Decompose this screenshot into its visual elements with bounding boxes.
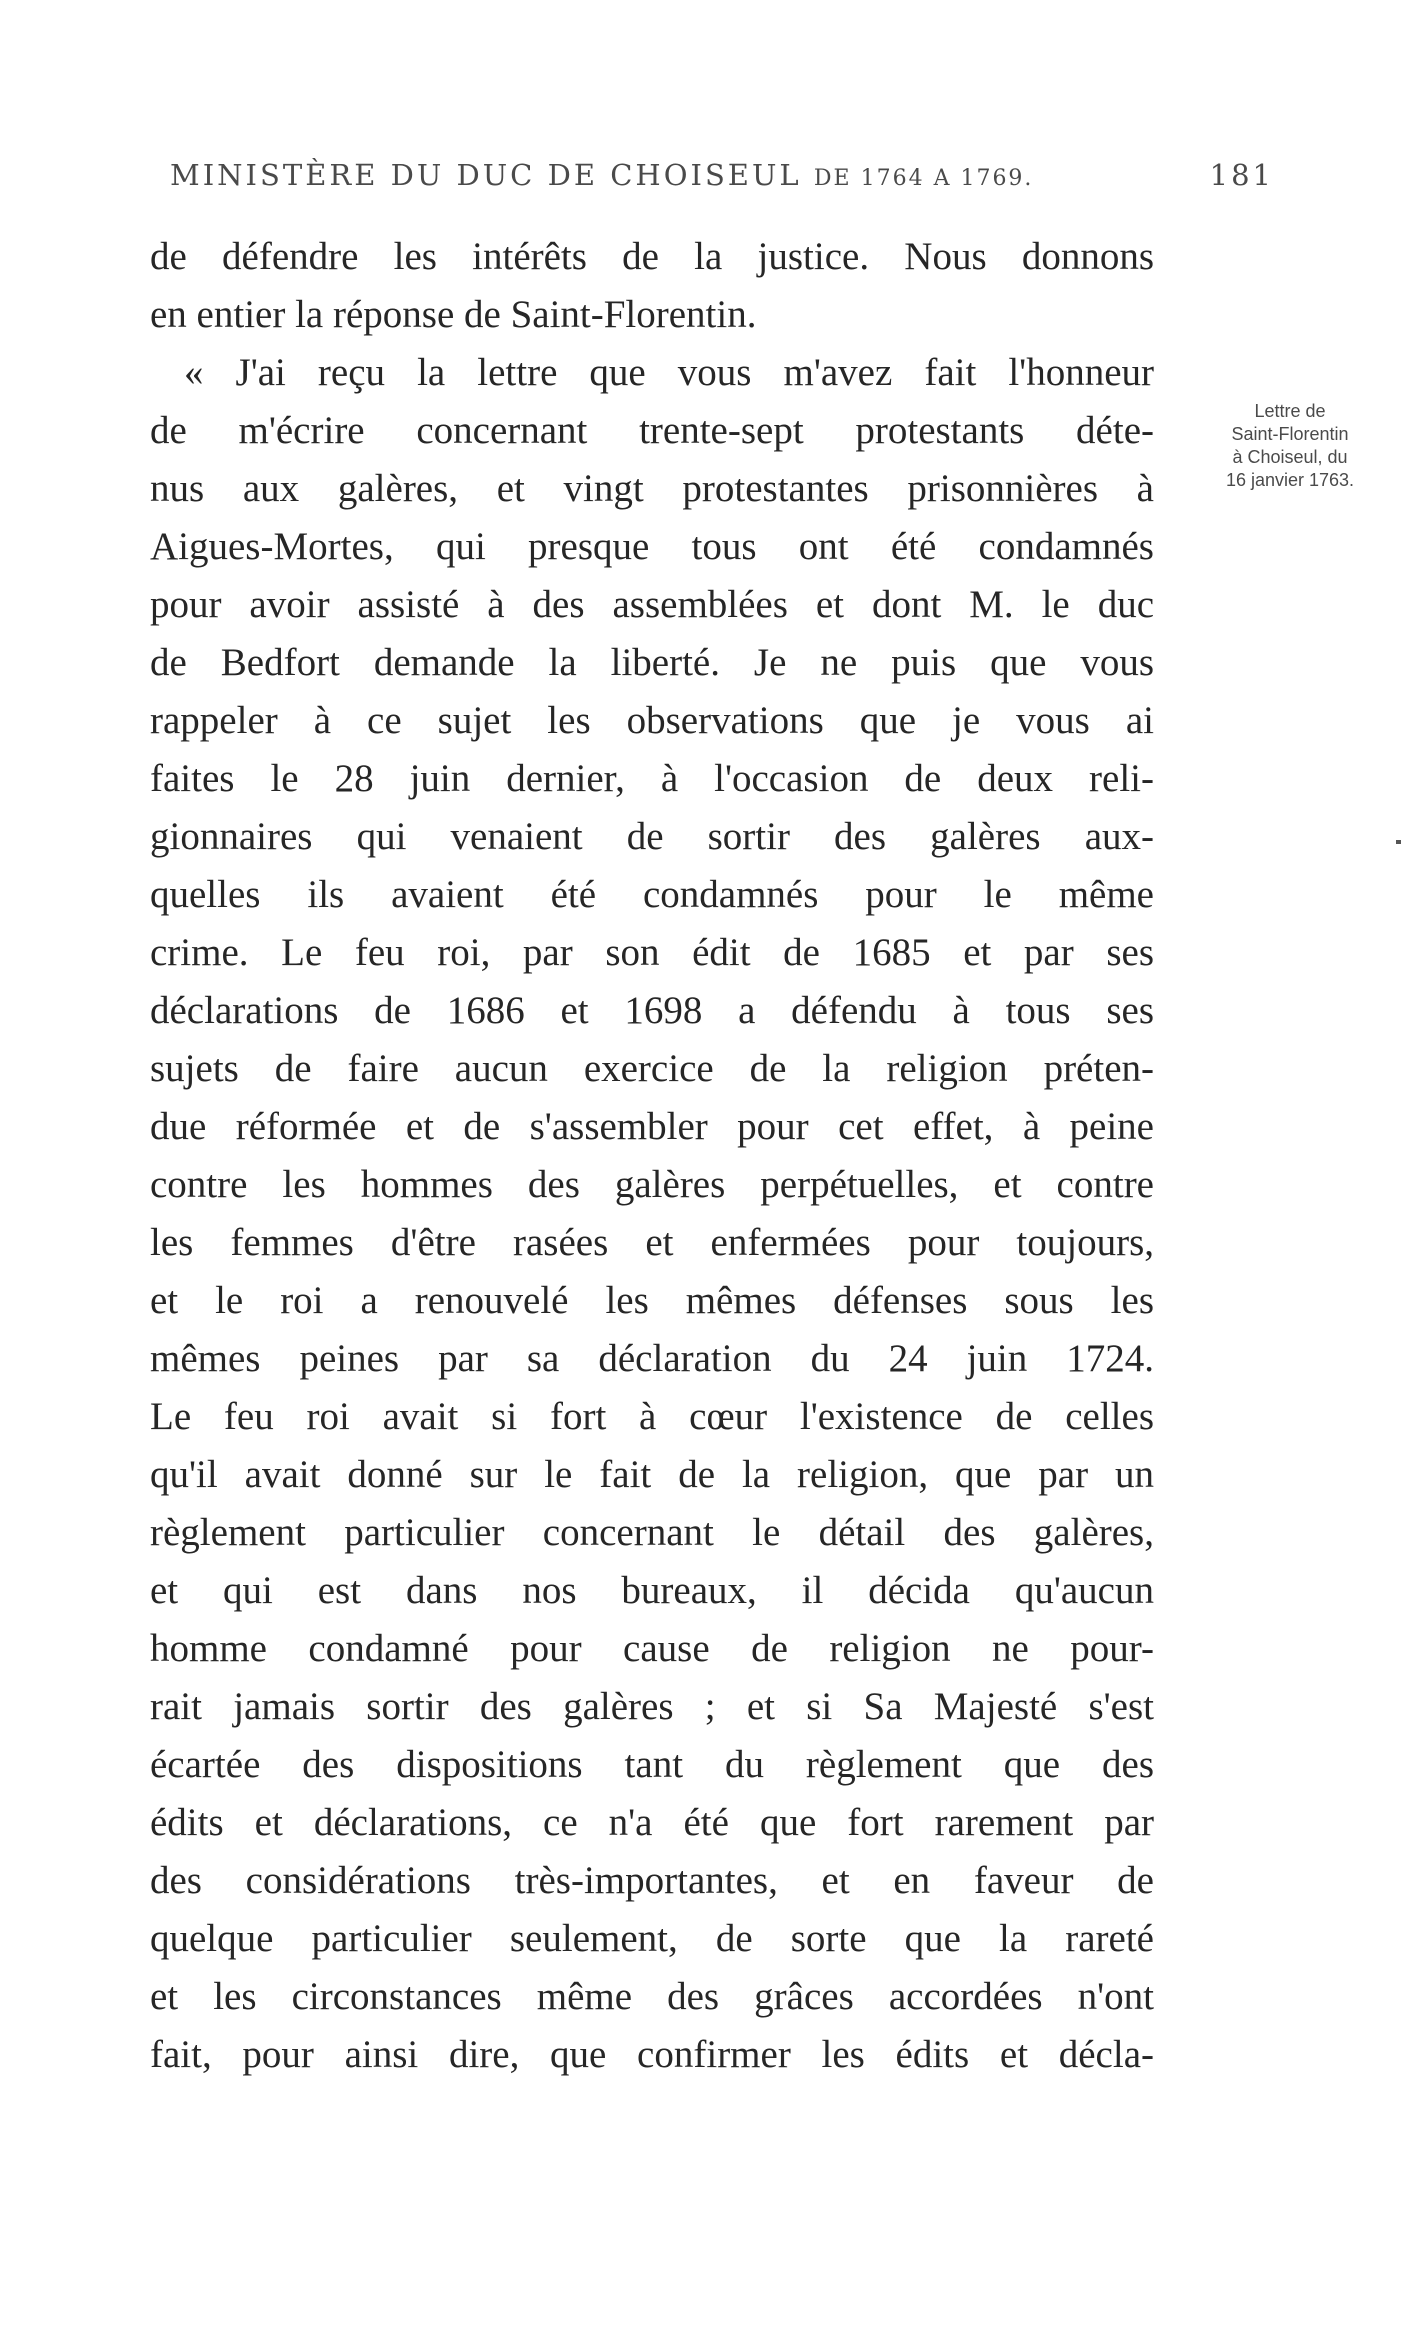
text-line: faites le 28 juin dernier, à l'occasion de deux reli- (150, 757, 1154, 800)
marginal-note-line: 16 janvier 1763. (1225, 470, 1355, 490)
text-line: Le feu roi avait si fort à cœur l'existence de celles (150, 1395, 1154, 1438)
text-line: sujets de faire aucun exercice de la religion préten- (150, 1047, 1154, 1090)
text-line: et qui est dans nos bureaux, il décida qu'aucun (150, 1569, 1154, 1612)
text-line: et les circonstances même des grâces accordées n'ont (150, 1975, 1154, 2018)
text-line: qu'il avait donné sur le fait de la religion, que par un (150, 1453, 1154, 1496)
text-line: édits et déclarations, ce n'a été que fort rarement par (150, 1801, 1154, 1844)
body-text (150, 228, 1154, 2084)
text-line: les femmes d'être rasées et enfermées pour toujours, (150, 1221, 1154, 1264)
text-line: et le roi a renouvelé les mêmes défenses sous les (150, 1279, 1154, 1322)
text-line: mêmes peines par sa déclaration du 24 juin 1724. (150, 1337, 1154, 1380)
running-head-title-main: MINISTÈRE DU DUC DE CHOISEUL (170, 158, 814, 192)
marginal-note-line: Saint-Florentin (1231, 424, 1349, 444)
text-line: déclarations de 1686 et 1698 a défendu à tous ses (150, 989, 1154, 1032)
text-line: quelque particulier seulement, de sorte que la rareté (150, 1917, 1154, 1960)
text-line: rait jamais sortir des galères ; et si Sa Majesté s'est (150, 1685, 1154, 1728)
text-line: homme condamné pour cause de religion ne pour- (150, 1627, 1154, 1670)
text-line: écartée des dispositions tant du règlement que des (150, 1743, 1154, 1786)
text-line: de m'écrire concernant trente-sept protestants déte- (150, 409, 1154, 452)
text-line: contre les hommes des galères perpétuelles, et contre (150, 1163, 1154, 1206)
ink-speck (1396, 840, 1401, 844)
text-line: « J'ai reçu la lettre que vous m'avez fait l'honneur (184, 351, 1154, 394)
running-head-title-dates: DE 1764 A 1769. (813, 166, 1034, 191)
marginal-note-line: Lettre de (1254, 401, 1326, 421)
text-line: crime. Le feu roi, par son édit de 1685 et par ses (150, 931, 1154, 974)
marginal-note (1170, 400, 1410, 492)
text-line: pour avoir assisté à des assemblées et dont M. le duc (150, 583, 1154, 626)
marginal-note-line: à Choiseul, du (1232, 447, 1348, 467)
text-line: de défendre les intérêts de la justice. Nous donnons (150, 235, 1154, 278)
text-line: des considérations très-importantes, et en faveur de (150, 1859, 1154, 1902)
text-line: Aigues-Mortes, qui presque tous ont été condamnés (150, 525, 1154, 568)
text-line: règlement particulier concernant le détail des galères, (150, 1511, 1154, 1554)
text-line: en entier la réponse de Saint-Florentin. (150, 293, 757, 336)
text-line: fait, pour ainsi dire, que confirmer les édits et décla- (150, 2033, 1154, 2076)
text-line: due réformée et de s'assembler pour cet effet, à peine (150, 1105, 1154, 1148)
text-line: de Bedfort demande la liberté. Je ne puis que vous (150, 641, 1154, 684)
text-line: nus aux galères, et vingt protestantes prisonnières à (150, 467, 1154, 510)
text-line: rappeler à ce sujet les observations que je vous ai (150, 699, 1154, 742)
text-line: quelles ils avaient été condamnés pour le même (150, 873, 1154, 916)
running-head-title (170, 158, 1033, 192)
page-number: 181 (1209, 158, 1274, 192)
running-head (170, 152, 1274, 202)
text-line: gionnaires qui venaient de sortir des galères aux- (150, 815, 1154, 858)
